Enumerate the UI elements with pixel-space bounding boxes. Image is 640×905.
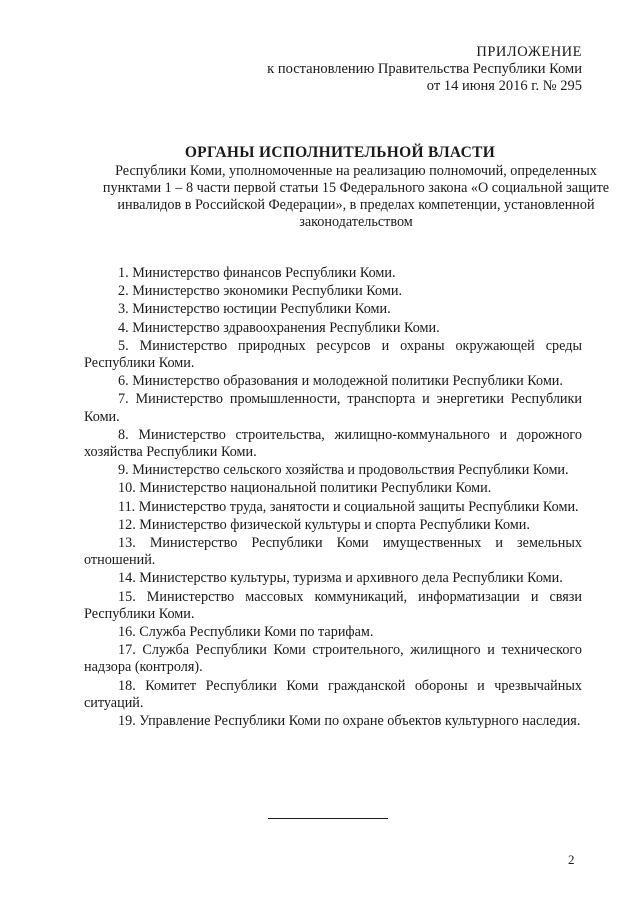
list-item: 8. Министерство строительства, жилищно-коммунального и дорожного хозяйства Республики Коми.	[84, 426, 582, 461]
authorities-list	[84, 265, 582, 731]
list-item: 3. Министерство юстиции Республики Коми.	[118, 301, 391, 318]
appendix-header	[267, 44, 582, 95]
end-divider-line	[268, 818, 388, 819]
appendix-resolution-line: к постановлению Правительства Республики Коми	[267, 61, 582, 77]
list-item: 15. Министерство массовых коммуникаций, информатизации и связи Республики Коми.	[84, 588, 582, 622]
appendix-date-line: от 14 июня 2016 г. № 295	[426, 78, 582, 94]
list-item: 1. Министерство финансов Республики Коми.	[118, 265, 396, 281]
list-item: 2. Министерство экономики Республики Коми.	[118, 283, 402, 300]
list-item: 4. Министерство здравоохранения Республики Коми.	[118, 319, 440, 336]
list-item: 13. Министерство Республики Коми имущественных и земельных отношений.	[84, 535, 582, 569]
list-item: 17. Служба Республики Коми строительного, жилищного и технического надзора (контроля).	[84, 642, 582, 676]
document-title: ОРГАНЫ ИСПОЛНИТЕЛЬНОЙ ВЛАСТИ	[184, 144, 496, 161]
list-item: 16. Служба Республики Коми по тарифам.	[118, 624, 374, 641]
document-subtitle: Республики Коми, уполномоченные на реализацию полномочий, определенных пунктами 1 – 8 части первой статьи 15 Федерального закона «О социальной защите инвалидов в Российской Федерации», в пределах компетенции, установленной законодательством	[102, 163, 610, 230]
list-item: 11. Министерство труда, занятости и социальной защиты Республики Коми.	[118, 498, 579, 515]
list-item: 12. Министерство физической культуры и спорта Республики Коми.	[118, 516, 530, 533]
list-item: 14. Министерство культуры, туризма и архивного дела Республики Коми.	[118, 570, 563, 587]
list-item: 6. Министерство образования и молодежной политики Республики Коми.	[118, 373, 563, 390]
page-number: 2	[568, 852, 575, 867]
list-item: 5. Министерство природных ресурсов и охраны окружающей среды Республики Коми.	[84, 337, 582, 372]
list-item: 9. Министерство сельского хозяйства и продовольствия Республики Коми.	[118, 462, 569, 479]
list-item: 7. Министерство промышленности, транспорта и энергетики Республики Коми.	[84, 391, 582, 425]
list-item: 10. Министерство национальной политики Республики Коми.	[118, 480, 492, 497]
list-item: 19. Управление Республики Коми по охране объектов культурного наследия.	[118, 713, 581, 730]
appendix-label: ПРИЛОЖЕНИЕ	[476, 44, 582, 60]
list-item: 18. Комитет Республики Коми гражданской обороны и чрезвычайных ситуаций.	[84, 677, 582, 711]
